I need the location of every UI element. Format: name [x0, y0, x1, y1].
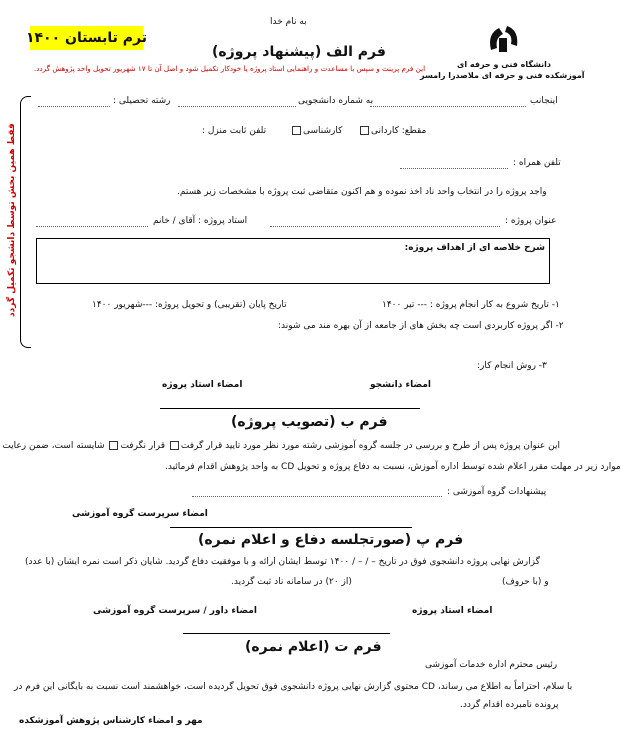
institution-line1: دانشگاه فنی و حرفه ای — [457, 60, 551, 69]
form-b-line2: موارد زیر در مهلت مقرر اعلام شده توسط اداره آموزش، نسبت به دفاع پروژه و تحویل CD به واحد پژوهش اقدام فرمائید. — [165, 462, 621, 472]
addressee-text: رئیس محترم اداره خدمات آموزشی — [425, 660, 558, 670]
form-p-title: فرم پ (صورتجلسه دفاع و اعلام نمره) — [198, 532, 464, 548]
undersigned-label: اینجانب — [530, 96, 558, 106]
form-b-title: فرم ب (تصویب پروژه) — [231, 414, 388, 430]
supervisor-label: استاد پروژه : آقای / خانم — [153, 216, 248, 226]
supervisor-field[interactable] — [36, 226, 148, 227]
suggestions-field[interactable] — [192, 496, 442, 497]
bachelor-checkbox[interactable] — [292, 126, 301, 135]
field-of-study-field[interactable] — [38, 106, 110, 107]
student-signature-label: امضاء دانشجو — [370, 380, 432, 390]
referee-signature-label: امضاء داور / سرپرست گروه آموزشی — [93, 606, 257, 616]
rejected-checkbox[interactable] — [109, 441, 118, 450]
student-no-field[interactable] — [178, 106, 296, 107]
university-logo-icon — [483, 20, 523, 60]
form-p-line2-a: و (با حروف) — [502, 577, 549, 587]
summary-box[interactable] — [36, 238, 550, 284]
form-a-notice: این فرم پرینت و سپس با مساعدت و راهنمایی استاد پروژه یا خودکار تکمیل شود و اصل آن تا ۱۷ شهریور تحویل واحد پژوهش گردد. — [34, 64, 426, 73]
suggestions-label: پیشنهادات گروه آموزشی : — [447, 487, 547, 497]
level-label — [358, 126, 426, 136]
item3-text: ۳- روش انجام کار: — [477, 361, 547, 371]
summary-label: شرح خلاصه ای از اهداف پروژه: — [404, 243, 545, 253]
form-a-title: فرم الف (پیشنهاد پروژه) — [212, 44, 386, 60]
statement-text: واجد پروژه را در انتخاب واحد ناد اخذ نموده و هم اکنون متقاضی ثبت پروژه با مشخصات زیر هستم. — [177, 187, 547, 197]
head-signature-label: امضاء سرپرست گروه آموزشی — [72, 509, 208, 519]
name-field[interactable] — [370, 106, 526, 107]
item1-end: تاریخ پایان (تقریبی) و تحویل پروژه: ---شهریور ۱۴۰۰ — [92, 300, 287, 310]
form-t-line2: پرونده نامبرده اقدام گردد. — [460, 700, 559, 710]
associate-label: مقطع: کاردانی — [371, 126, 427, 136]
landline-label: تلفن ثابت منزل : — [202, 126, 267, 136]
form-t-line1: با سلام، احتراماً به اطلاع می رساند، CD محتوی گزارش نهایی پروژه دانشجوی فوق تحویل گردیده است، خواهشمند است نسبت به بایگانی این فرم در — [14, 682, 573, 692]
project-title-field[interactable] — [270, 226, 500, 227]
divider-p — [170, 527, 412, 528]
field-of-study-label: رشته تحصیلی : — [113, 96, 171, 106]
approved-checkbox[interactable] — [170, 441, 179, 450]
p-supervisor-signature-label: امضاء استاد پروژه — [412, 606, 493, 616]
basmala: به نام خدا — [270, 17, 307, 27]
mobile-label: تلفن همراه : — [513, 158, 561, 168]
form-b-line1-rejected: قرار نگرفت — [120, 441, 166, 451]
project-title-label: عنوان پروژه : — [505, 216, 557, 226]
form-t-title: فرم ت (اعلام نمره) — [245, 639, 382, 655]
divider-b — [160, 408, 420, 409]
bachelor-option — [290, 126, 342, 136]
mobile-field[interactable] — [400, 168, 508, 169]
item2-text: ۲- اگر پروژه کاربردی است چه بخش های از جامعه از آن بهره مند می شوند: — [278, 321, 564, 331]
term-badge: ترم تابستان ۱۴۰۰ — [30, 26, 143, 50]
bachelor-label: کارشناسی — [303, 126, 343, 136]
side-bracket — [20, 96, 31, 348]
item1-start: ۱- تاریخ شروع به کار انجام پروژه : --- تیر ۱۴۰۰ — [382, 300, 560, 310]
seal-signature-label: مهر و امضاء کارشناس پژوهش آموزشکده — [19, 716, 203, 726]
form-b-line1 — [2, 441, 560, 451]
student-no-label: به شماره دانشجویی — [298, 96, 374, 106]
form-b-line1-continuation: شایسته است، ضمن رعایت — [2, 441, 105, 451]
form-b-line1-approved: این عنوان پروژه پس از طرح و بررسی در جلسه گروه آموزشی رشته مورد نظر مورد تایید قرار گرفت — [180, 441, 560, 451]
form-p-line1: گزارش نهایی پروژه دانشجوی فوق در تاریخ – / – / ۱۴۰۰ توسط ایشان ارائه و با موفقیت دفاع گردید. شایان ذکر است نمره ایشان (با عدد) — [25, 557, 540, 567]
associate-checkbox[interactable] — [360, 126, 369, 135]
supervisor-signature-label: امضاء استاد پروژه — [162, 380, 243, 390]
institution-line2: آموزشکده فنی و حرفه ای ملاصدرا رامسر — [420, 71, 585, 80]
divider-t — [183, 633, 390, 634]
side-note: فقط همین بخش توسط دانشجو تکمیل گردد — [7, 123, 17, 317]
form-p-line2-b: (از ۲۰) در سامانه ناد ثبت گردید. — [231, 577, 352, 587]
